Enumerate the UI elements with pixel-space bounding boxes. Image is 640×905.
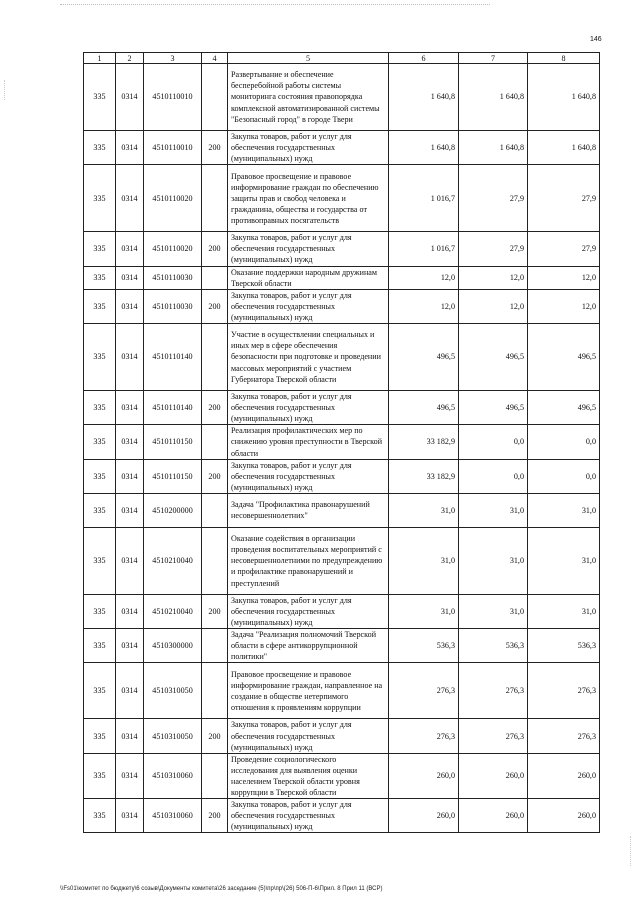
column-header: 5 [228, 53, 389, 64]
cell-amount-year1: 260,0 [389, 753, 459, 798]
cell-description: Правовое просвещение и правовое информирование граждан по обеспечению защиты прав и свобод человека и гражданина, общества и государства от противоправных посягательств [228, 165, 389, 232]
cell-amount-year2: 276,3 [459, 663, 528, 719]
cell-section-code: 0314 [116, 324, 144, 391]
cell-expense-type: 200 [202, 799, 228, 833]
cell-amount-year2: 536,3 [459, 629, 528, 663]
cell-section-code: 0314 [116, 459, 144, 493]
cell-amount-year1: 536,3 [389, 629, 459, 663]
cell-section-code: 0314 [116, 289, 144, 323]
cell-amount-year2: 0,0 [459, 425, 528, 459]
cell-admin-code: 335 [84, 719, 116, 753]
cell-amount-year1: 276,3 [389, 663, 459, 719]
cell-admin-code: 335 [84, 64, 116, 131]
table-row [84, 594, 600, 628]
cell-section-code: 0314 [116, 493, 144, 527]
cell-amount-year2: 31,0 [459, 493, 528, 527]
cell-expense-type [202, 629, 228, 663]
cell-section-code: 0314 [116, 232, 144, 266]
cell-amount-year1: 33 182,9 [389, 425, 459, 459]
cell-section-code: 0314 [116, 64, 144, 131]
cell-section-code: 0314 [116, 799, 144, 833]
cell-target-article: 4510110030 [144, 266, 202, 289]
cell-amount-year2: 496,5 [459, 324, 528, 391]
cell-description: Правовое просвещение и правовое информирование граждан, направленное на создание в обществе нетерпимого отношения к проявлениям коррупции [228, 663, 389, 719]
cell-amount-year3: 1 640,8 [528, 64, 600, 131]
cell-section-code: 0314 [116, 753, 144, 798]
page-number: 146 [590, 36, 602, 43]
cell-admin-code: 335 [84, 131, 116, 165]
cell-target-article: 4510310060 [144, 753, 202, 798]
cell-amount-year1: 12,0 [389, 266, 459, 289]
column-header: 4 [202, 53, 228, 64]
cell-amount-year1: 496,5 [389, 391, 459, 425]
cell-expense-type [202, 324, 228, 391]
cell-admin-code: 335 [84, 594, 116, 628]
cell-amount-year2: 27,9 [459, 165, 528, 232]
cell-admin-code: 335 [84, 266, 116, 289]
cell-amount-year1: 12,0 [389, 289, 459, 323]
cell-expense-type: 200 [202, 459, 228, 493]
cell-admin-code: 335 [84, 324, 116, 391]
cell-amount-year2: 260,0 [459, 799, 528, 833]
cell-amount-year1: 33 182,9 [389, 459, 459, 493]
cell-description: Закупка товаров, работ и услуг для обеспечения государственных (муниципальных) нужд [228, 131, 389, 165]
table-row [84, 131, 600, 165]
scan-margin-mark [4, 80, 7, 100]
table-row [84, 64, 600, 131]
table-row [84, 629, 600, 663]
cell-amount-year3: 12,0 [528, 289, 600, 323]
table-row [84, 799, 600, 833]
cell-amount-year3: 260,0 [528, 799, 600, 833]
cell-admin-code: 335 [84, 799, 116, 833]
cell-amount-year3: 27,9 [528, 232, 600, 266]
cell-target-article: 4510110020 [144, 232, 202, 266]
cell-admin-code: 335 [84, 753, 116, 798]
cell-description: Закупка товаров, работ и услуг для обеспечения государственных (муниципальных) нужд [228, 594, 389, 628]
cell-amount-year3: 0,0 [528, 425, 600, 459]
cell-amount-year2: 12,0 [459, 289, 528, 323]
cell-section-code: 0314 [116, 629, 144, 663]
cell-target-article: 4510310050 [144, 719, 202, 753]
cell-expense-type: 200 [202, 594, 228, 628]
table-row [84, 324, 600, 391]
cell-amount-year3: 276,3 [528, 719, 600, 753]
cell-admin-code: 335 [84, 527, 116, 594]
cell-description: Задача "Реализация полномочий Тверской области в сфере антикоррупционной политики" [228, 629, 389, 663]
cell-amount-year3: 276,3 [528, 663, 600, 719]
cell-admin-code: 335 [84, 232, 116, 266]
cell-expense-type: 200 [202, 131, 228, 165]
cell-target-article: 4510200000 [144, 493, 202, 527]
cell-target-article: 4510110010 [144, 64, 202, 131]
cell-admin-code: 335 [84, 289, 116, 323]
cell-description: Реализация профилактических мер по снижению уровня преступности в Тверской области [228, 425, 389, 459]
table-row [84, 663, 600, 719]
cell-description: Участие в осуществлении специальных и иных мер в сфере обеспечения безопасности при подготовке и проведении массовых мероприятий с участием Губернатора Тверской области [228, 324, 389, 391]
cell-amount-year2: 31,0 [459, 527, 528, 594]
cell-amount-year1: 260,0 [389, 799, 459, 833]
table-body [84, 64, 600, 833]
cell-amount-year3: 496,5 [528, 391, 600, 425]
cell-section-code: 0314 [116, 391, 144, 425]
cell-expense-type [202, 425, 228, 459]
cell-admin-code: 335 [84, 459, 116, 493]
cell-description: Закупка товаров, работ и услуг для обеспечения государственных (муниципальных) нужд [228, 289, 389, 323]
cell-amount-year3: 31,0 [528, 594, 600, 628]
table-row [84, 289, 600, 323]
cell-target-article: 4510210040 [144, 594, 202, 628]
cell-description: Закупка товаров, работ и услуг для обеспечения государственных (муниципальных) нужд [228, 459, 389, 493]
cell-amount-year3: 31,0 [528, 527, 600, 594]
cell-amount-year2: 27,9 [459, 232, 528, 266]
cell-target-article: 4510110150 [144, 459, 202, 493]
cell-description: Проведение социологического исследования для выявления оценки населением Тверской области уровня коррупции в Тверской области [228, 753, 389, 798]
table-row [84, 232, 600, 266]
cell-expense-type: 200 [202, 289, 228, 323]
cell-amount-year3: 12,0 [528, 266, 600, 289]
cell-expense-type [202, 266, 228, 289]
cell-target-article: 4510110010 [144, 131, 202, 165]
cell-admin-code: 335 [84, 629, 116, 663]
cell-amount-year1: 31,0 [389, 594, 459, 628]
cell-amount-year2: 496,5 [459, 391, 528, 425]
cell-expense-type [202, 493, 228, 527]
table-row [84, 527, 600, 594]
cell-description: Закупка товаров, работ и услуг для обеспечения государственных (муниципальных) нужд [228, 799, 389, 833]
cell-amount-year1: 1 640,8 [389, 131, 459, 165]
scan-header-artifact [60, 4, 490, 8]
cell-amount-year2: 31,0 [459, 594, 528, 628]
cell-target-article: 4510310050 [144, 663, 202, 719]
cell-amount-year2: 260,0 [459, 753, 528, 798]
cell-expense-type: 200 [202, 232, 228, 266]
cell-description: Оказание поддержки народным дружинам Тверской области [228, 266, 389, 289]
cell-expense-type: 200 [202, 391, 228, 425]
cell-amount-year3: 0,0 [528, 459, 600, 493]
cell-description: Закупка товаров, работ и услуг для обеспечения государственных (муниципальных) нужд [228, 232, 389, 266]
column-header: 2 [116, 53, 144, 64]
cell-section-code: 0314 [116, 165, 144, 232]
cell-amount-year1: 1 640,8 [389, 64, 459, 131]
cell-amount-year3: 27,9 [528, 165, 600, 232]
cell-section-code: 0314 [116, 266, 144, 289]
cell-section-code: 0314 [116, 527, 144, 594]
table-row [84, 266, 600, 289]
cell-amount-year2: 276,3 [459, 719, 528, 753]
cell-amount-year3: 31,0 [528, 493, 600, 527]
cell-amount-year1: 496,5 [389, 324, 459, 391]
cell-admin-code: 335 [84, 493, 116, 527]
cell-amount-year2: 12,0 [459, 266, 528, 289]
cell-target-article: 4510110020 [144, 165, 202, 232]
budget-table [83, 52, 600, 833]
cell-description: Закупка товаров, работ и услуг для обеспечения государственных (муниципальных) нужд [228, 719, 389, 753]
table-row [84, 493, 600, 527]
cell-target-article: 4510300000 [144, 629, 202, 663]
cell-section-code: 0314 [116, 594, 144, 628]
table-row [84, 753, 600, 798]
cell-expense-type: 200 [202, 719, 228, 753]
file-path-footer: \\Fs01\комитет по бюджету\6 созыв\Документы комитета\26 заседание (5)\пр\пр\(26) 506-П-6\Прил. 8 Прил 11 (ВСР) [60, 886, 383, 892]
column-number-row [84, 53, 600, 64]
cell-admin-code: 335 [84, 425, 116, 459]
cell-section-code: 0314 [116, 719, 144, 753]
cell-description: Оказание содействия в организации проведения воспитательных мероприятий с несовершеннолетними по предупреждению и профилактике правонарушений и преступлений [228, 527, 389, 594]
column-header: 3 [144, 53, 202, 64]
column-header: 7 [459, 53, 528, 64]
cell-description: Развертывание и обеспечение бесперебойной работы системы мониторинга состояния правопорядка комплексной автоматизированной системы "Безопасный город" в городе Твери [228, 64, 389, 131]
cell-amount-year1: 1 016,7 [389, 165, 459, 232]
table-row [84, 165, 600, 232]
cell-amount-year2: 1 640,8 [459, 131, 528, 165]
column-header: 1 [84, 53, 116, 64]
cell-target-article: 4510310060 [144, 799, 202, 833]
cell-expense-type [202, 663, 228, 719]
cell-section-code: 0314 [116, 425, 144, 459]
cell-amount-year3: 496,5 [528, 324, 600, 391]
cell-target-article: 4510110140 [144, 324, 202, 391]
cell-target-article: 4510110140 [144, 391, 202, 425]
cell-expense-type [202, 753, 228, 798]
cell-expense-type [202, 165, 228, 232]
column-header: 8 [528, 53, 600, 64]
cell-target-article: 4510110150 [144, 425, 202, 459]
table-row [84, 719, 600, 753]
cell-admin-code: 335 [84, 391, 116, 425]
cell-amount-year1: 31,0 [389, 493, 459, 527]
cell-admin-code: 335 [84, 165, 116, 232]
table-row [84, 391, 600, 425]
cell-amount-year3: 260,0 [528, 753, 600, 798]
table-row [84, 425, 600, 459]
cell-description: Закупка товаров, работ и услуг для обеспечения государственных (муниципальных) нужд [228, 391, 389, 425]
cell-target-article: 4510210040 [144, 527, 202, 594]
cell-admin-code: 335 [84, 663, 116, 719]
cell-amount-year2: 0,0 [459, 459, 528, 493]
cell-amount-year1: 276,3 [389, 719, 459, 753]
table-row [84, 459, 600, 493]
cell-amount-year2: 1 640,8 [459, 64, 528, 131]
scan-margin-mark [630, 836, 633, 866]
column-header: 6 [389, 53, 459, 64]
cell-target-article: 4510110030 [144, 289, 202, 323]
cell-expense-type [202, 527, 228, 594]
cell-section-code: 0314 [116, 663, 144, 719]
cell-description: Задача "Профилактика правонарушений несовершеннолетних" [228, 493, 389, 527]
cell-expense-type [202, 64, 228, 131]
cell-section-code: 0314 [116, 131, 144, 165]
cell-amount-year3: 1 640,8 [528, 131, 600, 165]
cell-amount-year1: 31,0 [389, 527, 459, 594]
cell-amount-year3: 536,3 [528, 629, 600, 663]
cell-amount-year1: 1 016,7 [389, 232, 459, 266]
